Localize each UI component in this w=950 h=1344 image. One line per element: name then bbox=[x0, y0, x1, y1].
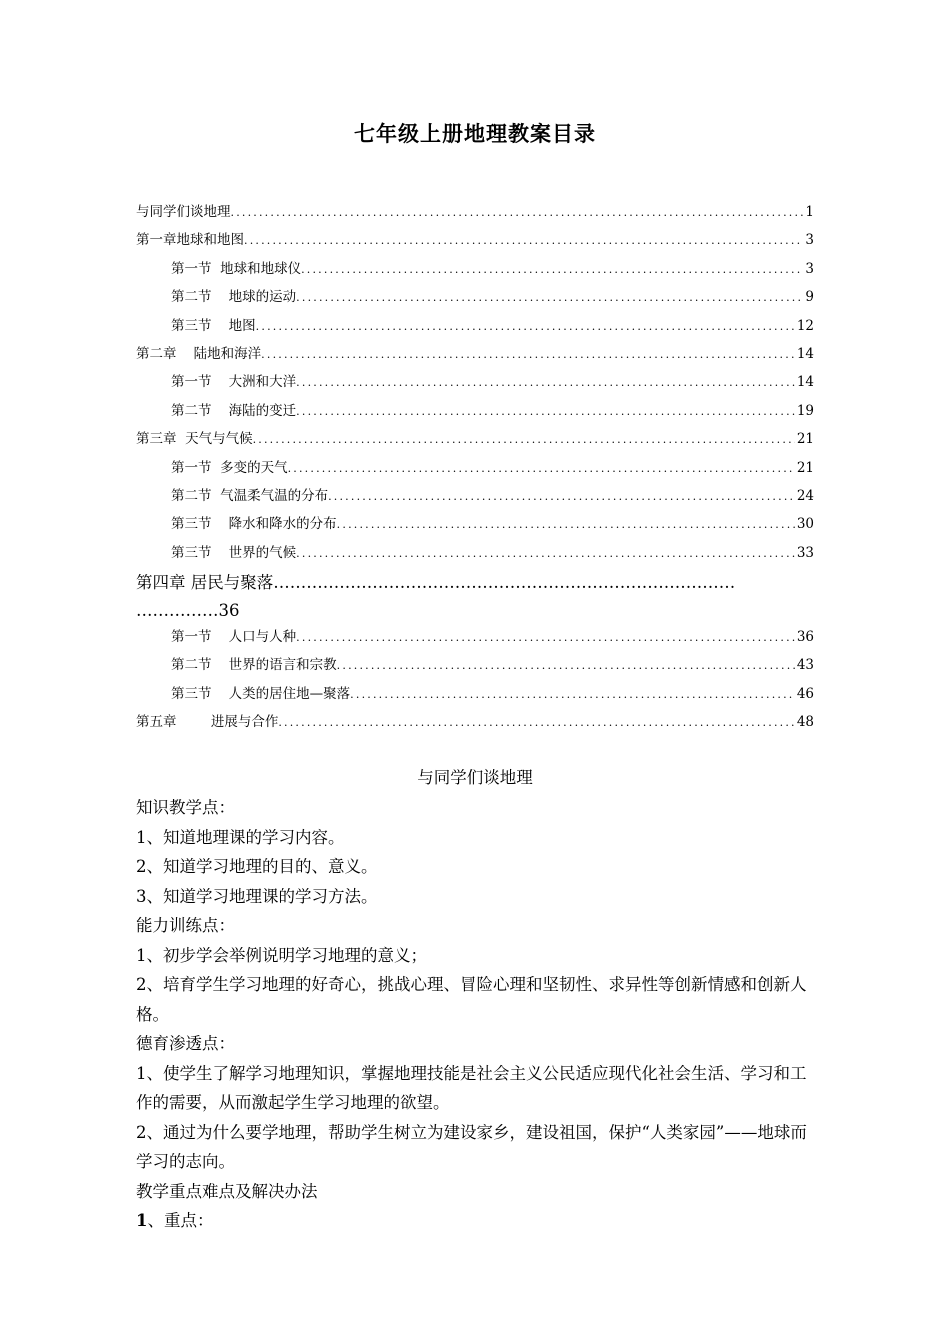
toc-entry-label: 第五章 进展与合作 bbox=[136, 714, 279, 731]
toc-entry-page: 36 bbox=[796, 629, 814, 646]
toc-leader-dots bbox=[328, 490, 795, 503]
toc-leader-dots bbox=[337, 518, 795, 531]
toc-entry[interactable] bbox=[136, 653, 814, 681]
toc-entry-page: 48 bbox=[796, 714, 814, 731]
toc-entry-label: 第二章 陆地和海洋 bbox=[136, 345, 262, 362]
toc-entry-label: 第一节 人口与人种 bbox=[171, 629, 297, 646]
toc-entry-page: 1 bbox=[805, 204, 814, 220]
toc-entry-chapter4[interactable] bbox=[136, 569, 814, 625]
toc-entry[interactable] bbox=[136, 484, 814, 512]
toc-chapter4-line1 bbox=[136, 569, 814, 597]
toc-entry-page: 14 bbox=[796, 345, 814, 362]
toc-entry[interactable] bbox=[136, 370, 814, 398]
body-paragraph: 2、知道学习地理的目的、意义。 bbox=[136, 857, 378, 876]
toc-leader-dots bbox=[296, 291, 803, 304]
toc-entry-label: 第一节 大洲和大洋 bbox=[171, 374, 297, 391]
table-of-contents bbox=[136, 200, 814, 739]
body-paragraph: 2、通过为什么要学地理，帮助学生树立为建设家乡，建设祖国，保护“人类家园”——地球而学习的志向。 bbox=[136, 1122, 807, 1171]
heading-knowledge: 知识教学点： bbox=[136, 798, 235, 817]
toc-entry-label: 第三节 地图 bbox=[171, 317, 256, 334]
page-title: 七年级上册地理教案目录 bbox=[354, 122, 596, 146]
toc-entry-label: 与同学们谈地理 bbox=[136, 204, 231, 220]
toc-leader-dots bbox=[231, 206, 804, 219]
toc-entry-page: 43 bbox=[796, 657, 814, 674]
toc-entry-label: 第二节 海陆的变迁 bbox=[171, 402, 297, 419]
toc-entry-label: 第一章地球和地图 bbox=[136, 232, 244, 249]
toc-entry-label: 第三节 降水和降水的分布 bbox=[171, 516, 337, 533]
toc-entry[interactable] bbox=[136, 314, 814, 342]
toc-entry-page: 24 bbox=[796, 487, 814, 504]
toc-entry-page: 9 bbox=[805, 289, 814, 306]
toc-entry-page: 33 bbox=[796, 544, 814, 561]
toc-leader-dots bbox=[296, 376, 795, 389]
toc-entry-page: 21 bbox=[796, 459, 814, 476]
body-paragraph bbox=[136, 1206, 816, 1236]
toc-entry[interactable] bbox=[136, 710, 814, 738]
toc-entry-page: 14 bbox=[796, 374, 814, 391]
list-text: 、重点： bbox=[147, 1211, 214, 1230]
body-paragraph: 1、知道地理课的学习内容。 bbox=[136, 827, 345, 847]
toc-leader-dots bbox=[296, 547, 795, 560]
toc-entry-page: 19 bbox=[796, 402, 814, 419]
toc-entry-page: 3 bbox=[805, 260, 814, 277]
toc-entry[interactable] bbox=[136, 512, 814, 540]
toc-entry-label: 第二节 世界的语言和宗教 bbox=[171, 657, 337, 674]
toc-entry-page: 46 bbox=[796, 685, 814, 702]
toc-leader-dots bbox=[253, 433, 795, 446]
body-paragraph: 2、培育学生学习地理的好奇心，挑战心理、冒险心理和坚韧性、求异性等创新情感和创新人格。 bbox=[136, 975, 807, 1024]
toc-leader-dots bbox=[261, 348, 795, 361]
toc-chapter4-leader: ………………………………………………………………………… bbox=[273, 573, 736, 593]
toc-entry-label: 第三节 人类的居住地—聚落 bbox=[171, 685, 351, 702]
toc-entry-label: 第一节 多变的天气 bbox=[171, 459, 288, 476]
list-number: 1 bbox=[136, 1211, 148, 1230]
toc-entry[interactable] bbox=[136, 342, 814, 370]
toc-entry[interactable] bbox=[136, 285, 814, 313]
toc-leader-dots bbox=[301, 263, 803, 276]
toc-entry[interactable] bbox=[136, 682, 814, 710]
toc-entry-label: 第三节 世界的气候 bbox=[171, 544, 297, 561]
toc-entry[interactable] bbox=[136, 541, 814, 569]
heading-moral: 德育渗透点： bbox=[136, 1034, 235, 1053]
toc-leader-dots bbox=[350, 688, 795, 701]
toc-chapter4-label: 第四章 居民与聚落 bbox=[136, 573, 274, 593]
toc-entry[interactable] bbox=[136, 625, 814, 653]
toc-leader-dots bbox=[296, 631, 795, 644]
toc-entry[interactable] bbox=[136, 399, 814, 427]
toc-chapter4-leader-cont: …………… bbox=[136, 601, 219, 621]
toc-entry-page: 3 bbox=[805, 232, 814, 249]
lesson-body bbox=[136, 793, 816, 1236]
toc-entry-page: 30 bbox=[796, 516, 814, 533]
body-paragraph: 1、使学生了解学习地理知识，掌握地理技能是社会主义公民适应现代化社会生活、学习和工作的需要，从而激起学生学习地理的欲望。 bbox=[136, 1063, 807, 1112]
section-title: 与同学们谈地理 bbox=[417, 768, 533, 787]
toc-entry-label: 第一节 地球和地球仪 bbox=[171, 260, 302, 277]
toc-entry-page: 12 bbox=[796, 317, 814, 334]
toc-leader-dots bbox=[288, 462, 795, 475]
toc-entry[interactable] bbox=[136, 257, 814, 285]
toc-leader-dots bbox=[296, 405, 795, 418]
body-paragraph: 1、初步学会举例说明学习地理的意义； bbox=[136, 945, 427, 965]
toc-entry-label: 第二节 气温柔气温的分布 bbox=[171, 487, 329, 504]
toc-entry[interactable] bbox=[136, 427, 814, 455]
toc-leader-dots bbox=[278, 716, 794, 729]
body-paragraph: 3、知道学习地理课的学习方法。 bbox=[136, 886, 378, 906]
heading-ability: 能力训练点： bbox=[136, 916, 235, 935]
heading-key-points: 教学重点难点及解决办法 bbox=[136, 1181, 318, 1201]
toc-entry-label: 第三章 天气与气候 bbox=[136, 431, 253, 448]
toc-entry[interactable] bbox=[136, 456, 814, 484]
toc-entry[interactable] bbox=[136, 200, 814, 228]
toc-entry-page: 21 bbox=[796, 431, 814, 448]
toc-entry-label: 第二节 地球的运动 bbox=[171, 289, 297, 306]
toc-entry[interactable] bbox=[136, 228, 814, 256]
toc-chapter4-page: 36 bbox=[218, 601, 240, 621]
toc-leader-dots bbox=[337, 659, 795, 672]
toc-leader-dots bbox=[244, 234, 803, 247]
toc-leader-dots bbox=[256, 320, 795, 333]
